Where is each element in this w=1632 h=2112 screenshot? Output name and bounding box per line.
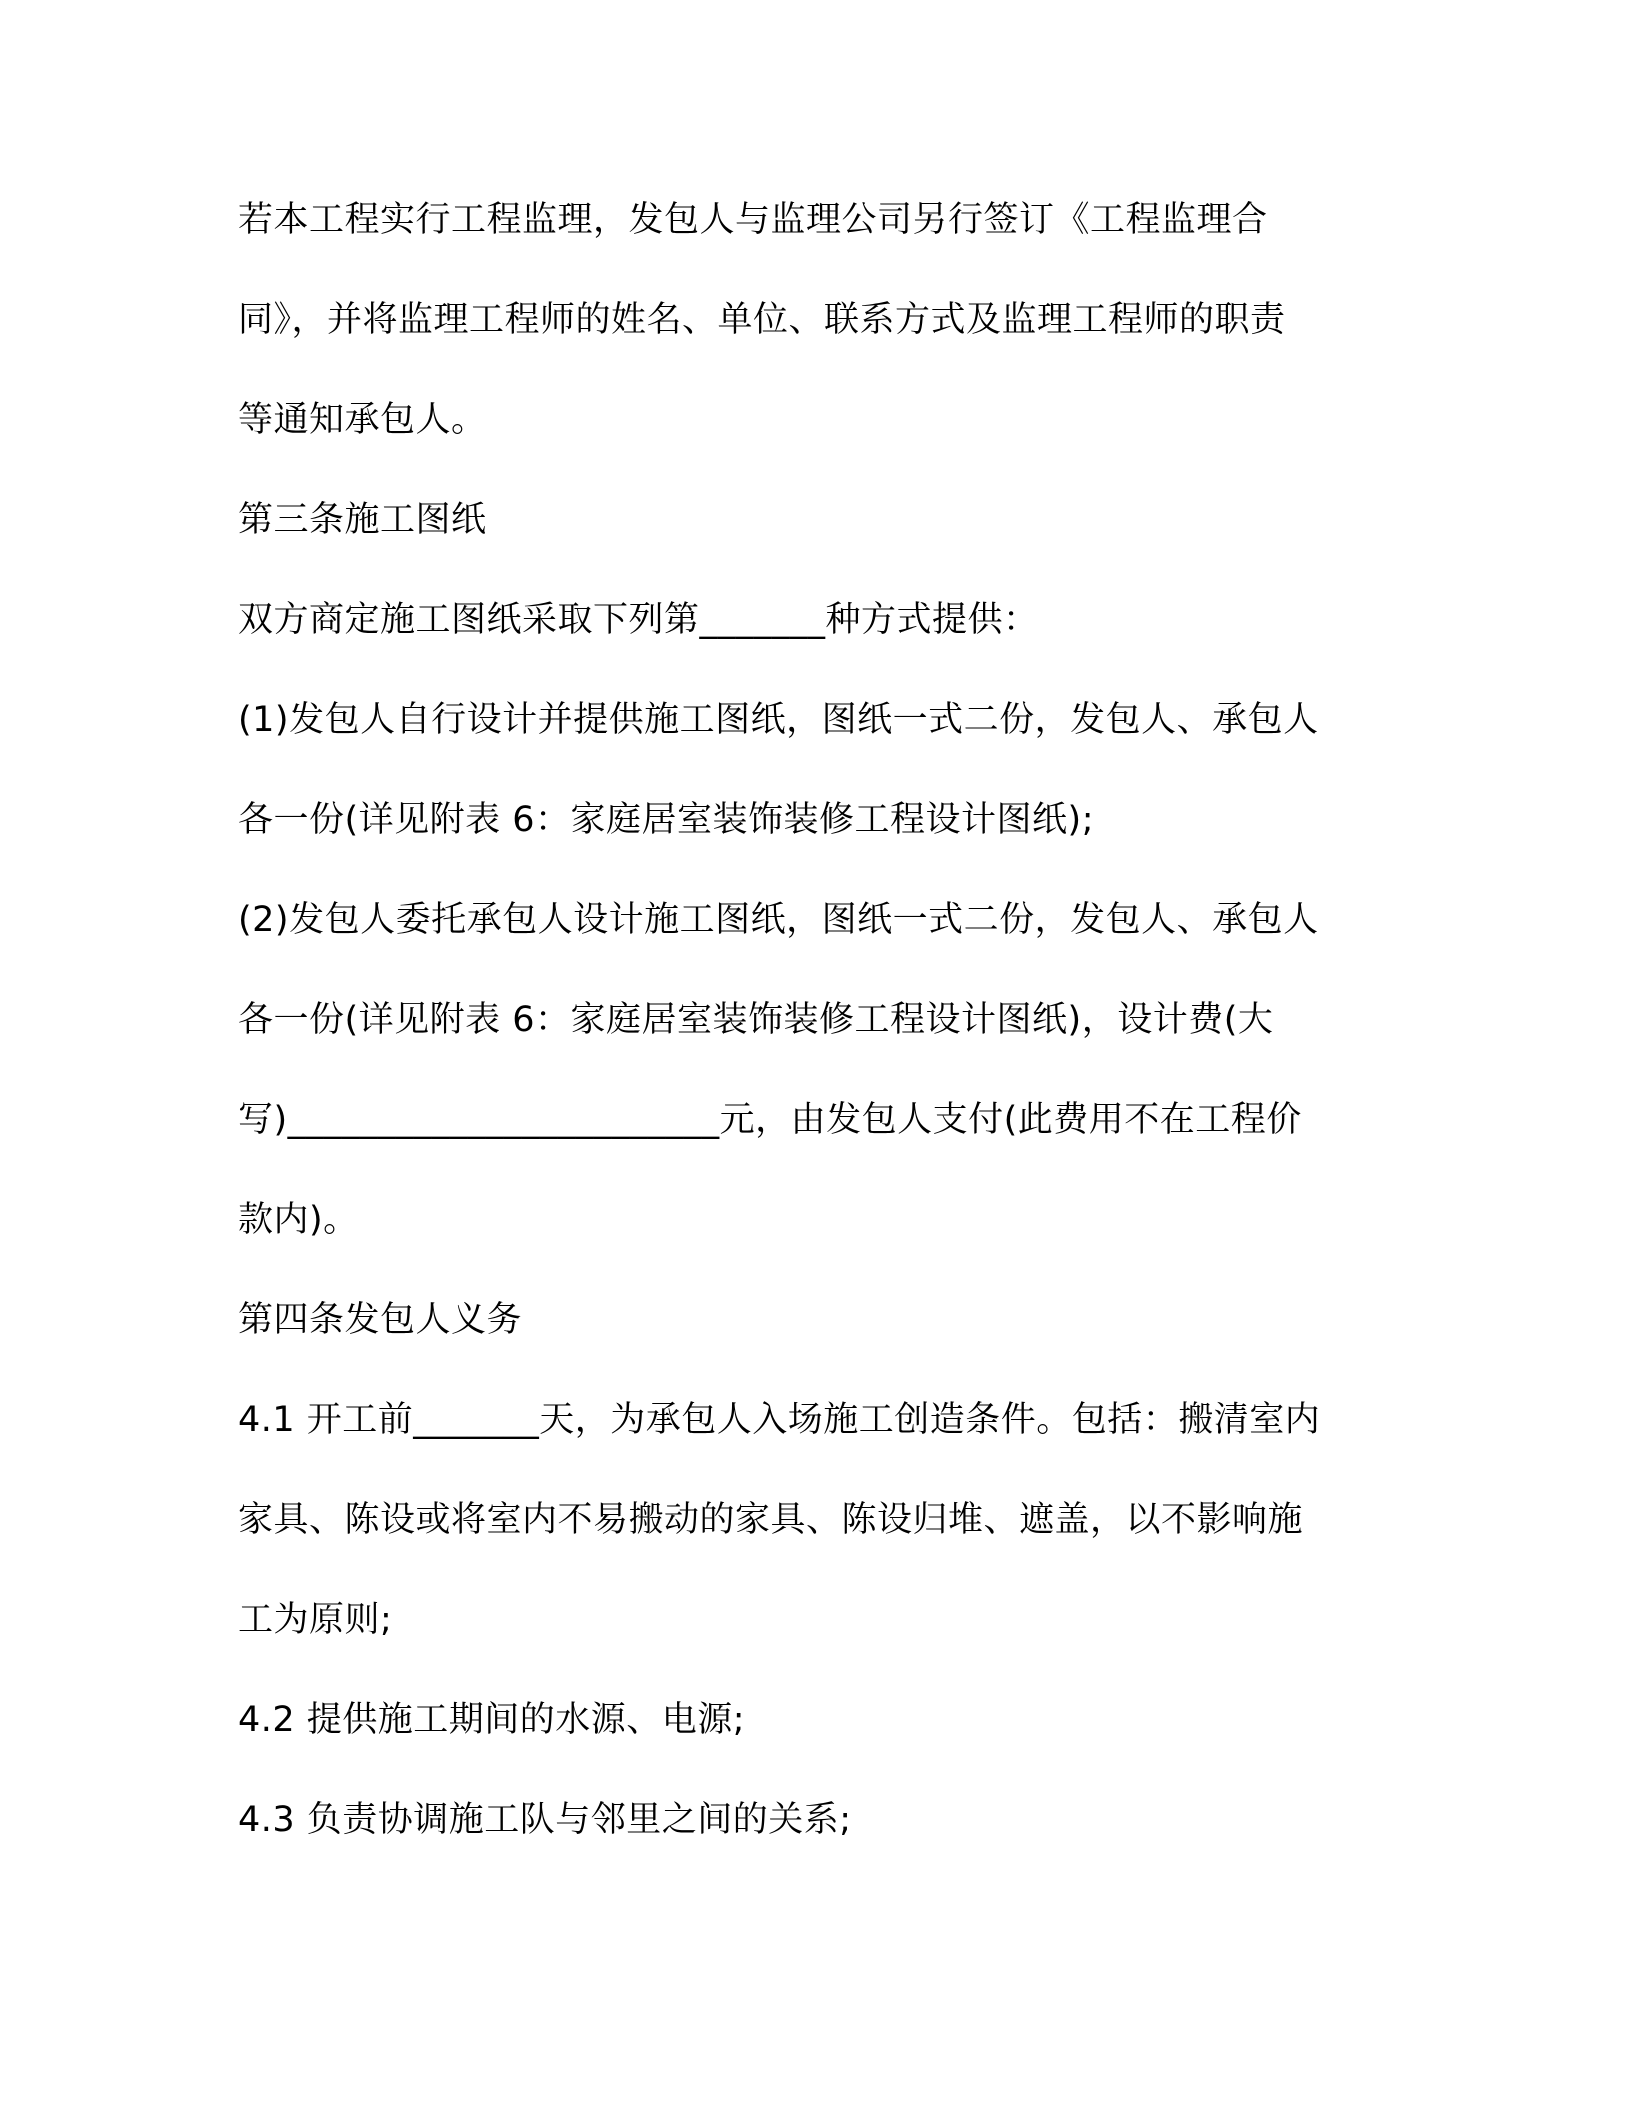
section-heading: 第四条发包人义务 <box>238 1300 523 1340</box>
paragraph-line: 4.3 负责协调施工队与邻里之间的关系; <box>238 1800 852 1840</box>
paragraph-line: (1)发包人自行设计并提供施工图纸，图纸一式二份，发包人、承包人 <box>238 700 1319 740</box>
paragraph-line: (2)发包人委托承包人设计施工图纸，图纸一式二份，发包人、承包人 <box>238 900 1319 940</box>
paragraph-line: 各一份(详见附表 6：家庭居室装饰装修工程设计图纸); <box>238 800 1094 840</box>
paragraph-line: 工为原则; <box>238 1600 393 1640</box>
paragraph-line: 同》，并将监理工程师的姓名、单位、联系方式及监理工程师的职责 <box>238 300 1286 340</box>
paragraph-line: 若本工程实行工程监理，发包人与监理公司另行签订《工程监理合 <box>238 200 1268 240</box>
paragraph-line: 写)________________________元，由发包人支付(此费用不在工程价 <box>238 1100 1302 1140</box>
paragraph-line: 家具、陈设或将室内不易搬动的家具、陈设归堆、遮盖，以不影响施 <box>238 1500 1304 1540</box>
paragraph-line: 款内)。 <box>238 1200 359 1240</box>
paragraph-line: 各一份(详见附表 6：家庭居室装饰装修工程设计图纸)，设计费(大 <box>238 1000 1274 1040</box>
paragraph-line: 4.1 开工前_______天，为承包人入场施工创造条件。包括：搬清室内 <box>238 1400 1321 1440</box>
paragraph-line: 双方商定施工图纸采取下列第_______种方式提供： <box>238 600 1039 640</box>
paragraph-line: 4.2 提供施工期间的水源、电源; <box>238 1700 746 1740</box>
section-heading: 第三条施工图纸 <box>238 500 487 540</box>
paragraph-line: 等通知承包人。 <box>238 400 487 440</box>
